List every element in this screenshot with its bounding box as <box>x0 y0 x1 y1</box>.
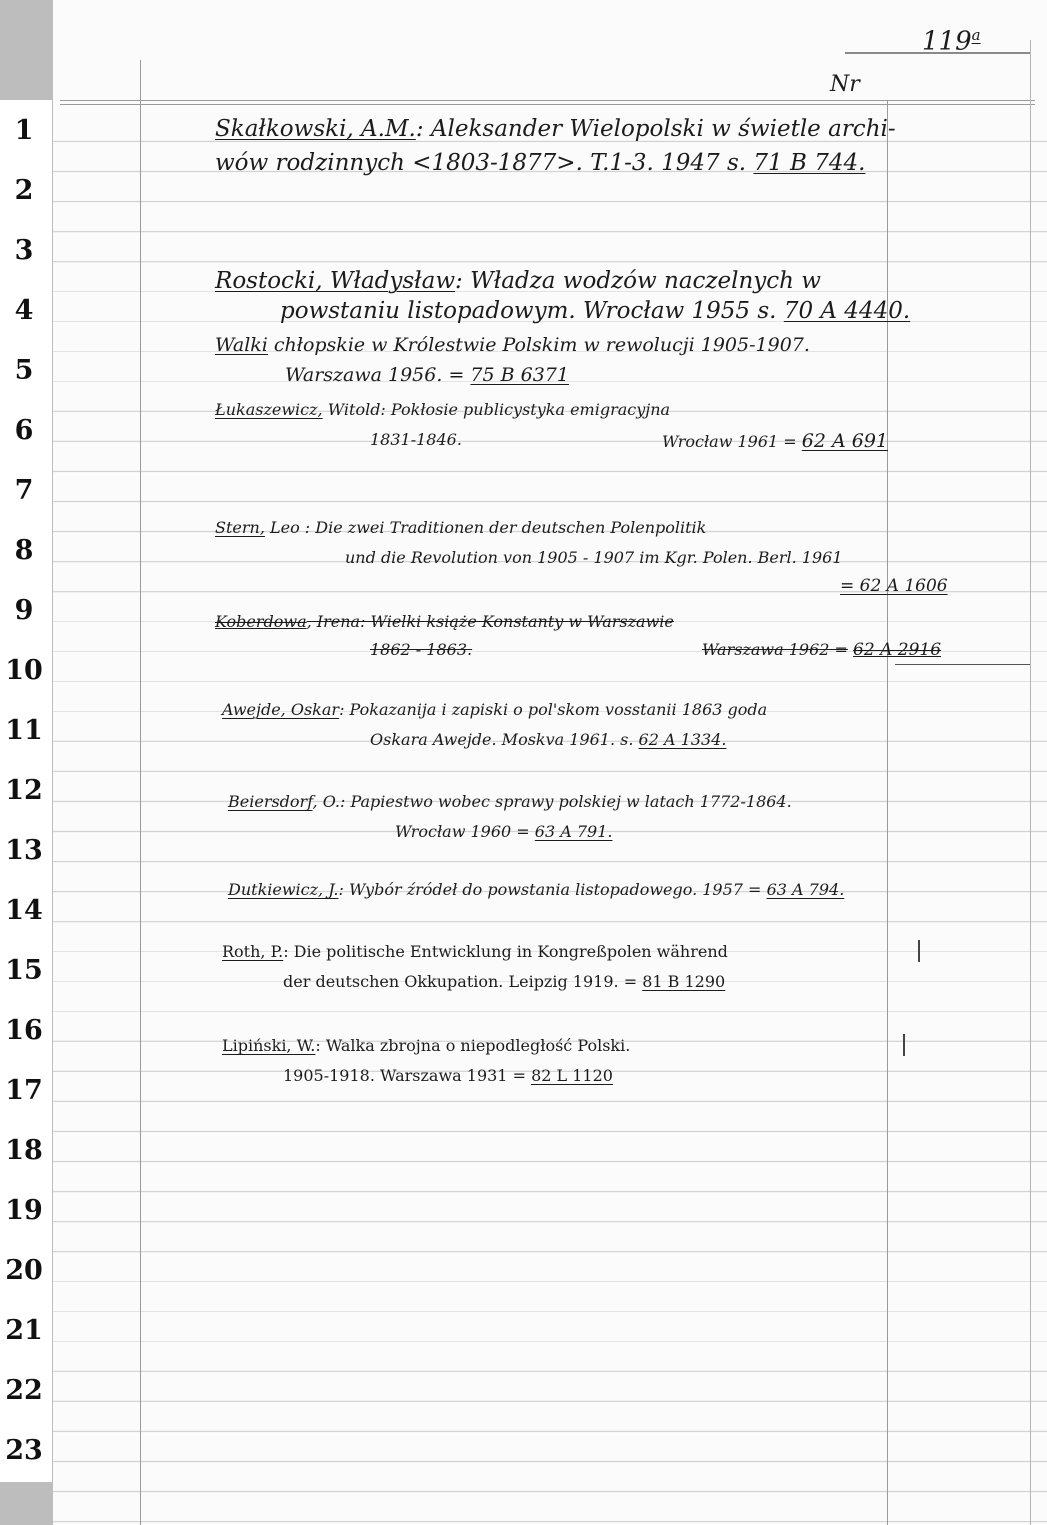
entry-title: : Władza wodzów naczelnych w <box>455 268 821 294</box>
entry-author: Łukaszewicz, <box>215 400 323 419</box>
entry-shelfmark: 71 B 744. <box>753 150 866 176</box>
entry-title: : Walka zbrojna o niepodległość Polski. <box>315 1036 631 1055</box>
line-number: 13 <box>5 835 43 866</box>
entry-line <box>280 298 910 324</box>
line-number: 20 <box>5 1255 43 1286</box>
entry-line <box>215 116 896 142</box>
entry-title: : Aleksander Wielopolski w świetle archi- <box>415 116 896 142</box>
entry-line <box>222 942 728 961</box>
header-rule <box>60 104 1035 105</box>
line-number: 21 <box>5 1315 43 1346</box>
margin-rule <box>140 60 141 1525</box>
line-number: 8 <box>14 535 34 566</box>
entry-imprint: Warszawa 1956. = <box>285 364 465 386</box>
strip-top-band <box>0 0 52 100</box>
entry-imprint: Wrocław 1960 = <box>395 822 530 841</box>
line-number-strip <box>0 0 53 1525</box>
line-number: 7 <box>14 475 34 506</box>
line-number: 9 <box>14 595 34 626</box>
line-number: 17 <box>5 1075 43 1106</box>
line-number: 16 <box>5 1015 43 1046</box>
entry-author: Awejde, Oskar <box>222 700 340 719</box>
entry-shelfmark: 62 A 2916 <box>853 640 942 660</box>
page-number-value: 119 <box>922 26 972 57</box>
strike-rule <box>895 664 1030 665</box>
entry-imprint: wów rodzinnych <1803-1877>. T.1-3. 1947 s. <box>215 150 747 176</box>
line-number: 5 <box>14 355 34 386</box>
line-number: 11 <box>5 715 43 746</box>
entry-imprint: powstaniu listopadowym. Wrocław 1955 s. <box>280 298 777 324</box>
entry-title: Witold: Pokłosie publicystyka emigracyjna <box>322 400 671 419</box>
entry-line-struck <box>215 612 674 631</box>
ledger-page-header <box>53 0 1047 112</box>
entry-shelfmark: 81 B 1290 <box>642 972 726 991</box>
line-number: 14 <box>5 895 43 926</box>
line-number: 3 <box>14 235 34 266</box>
line-number: 6 <box>14 415 34 446</box>
line-number: 18 <box>5 1135 43 1166</box>
entry-imprint: 1905-1918. Warszawa 1931 = <box>283 1066 526 1085</box>
entry-line <box>215 400 670 419</box>
line-number: 22 <box>5 1375 43 1406</box>
entry-imprint: der deutschen Okkupation. Leipzig 1919. = <box>283 972 638 991</box>
entry-shelfmark: 63 A 794. <box>766 880 845 899</box>
line-number: 4 <box>14 295 34 326</box>
entry-imprint: Warszawa 1962 = <box>702 640 848 659</box>
entry-shelfmark-value: = 62 A 1606 <box>840 576 948 596</box>
entry-line <box>283 972 725 991</box>
entry-author: Lipiński, W. <box>222 1036 316 1055</box>
entry-author: Walki <box>215 334 268 356</box>
entry-line-struck <box>702 640 941 660</box>
entry-line <box>215 150 865 176</box>
entry-imprint: 1831-1846. <box>370 430 462 449</box>
entry-line <box>370 730 726 749</box>
entry-shelfmark <box>840 576 948 596</box>
header-rule <box>60 100 1035 101</box>
line-number: 2 <box>14 175 34 206</box>
entry-imprint: und die Revolution von 1905 - 1907 im Kgr. Polen. Berl. 1961 <box>345 548 843 567</box>
entry-author: Dutkiewicz, J. <box>228 880 339 899</box>
entry-shelfmark: 70 A 4440. <box>783 298 911 324</box>
entry-line <box>215 268 821 294</box>
entry-line <box>215 518 706 537</box>
entry-line <box>395 822 613 841</box>
line-number: 23 <box>5 1435 43 1466</box>
right-edge-rule <box>1030 40 1031 1525</box>
entry-author: Skałkowski, A.M. <box>215 116 416 142</box>
entry-line <box>215 334 810 356</box>
line-number: 10 <box>5 655 43 686</box>
entry-imprint: Wrocław 1961 = <box>662 432 797 451</box>
entry-shelfmark: 75 B 6371 <box>470 364 569 386</box>
entry-title: : Pokazanija i zapiski o pol'skom vosstanii 1863 goda <box>339 700 768 719</box>
entry-line <box>222 1036 630 1055</box>
entry-shelfmark: 62 A 691 <box>801 430 889 452</box>
entry-title: : Die politische Entwicklung in Kongreßpolen während <box>283 942 728 961</box>
ledger-page <box>53 0 1047 1525</box>
entry-shelfmark: 82 L 1120 <box>531 1066 613 1085</box>
entry-line <box>228 792 792 811</box>
entry-title: , O.: Papiestwo wobec sprawy polskiej w latach 1772-1864. <box>312 792 792 811</box>
line-number: 12 <box>5 775 43 806</box>
entry-author: Stern, <box>215 518 265 537</box>
entry-imprint: Oskara Awejde. Moskva 1961. s. <box>370 730 634 749</box>
entry-line <box>222 700 767 719</box>
entry-line <box>662 430 888 452</box>
entry-author: Beiersdorf <box>228 792 313 811</box>
entry-author: Roth, P. <box>222 942 284 961</box>
page-number-suffix: a <box>971 26 981 44</box>
entry-title: chłopskie w Królestwie Polskim w rewolucji 1905-1907. <box>267 334 810 356</box>
strip-bottom-band <box>0 1482 52 1525</box>
entry-line <box>285 364 569 386</box>
line-number: 19 <box>5 1195 43 1226</box>
entry-title: , Irena: Wielki książe Konstanty w Warszawie <box>306 612 674 631</box>
page-number <box>922 26 981 57</box>
entry-shelfmark: 62 A 1334. <box>638 730 727 749</box>
number-mark: Nr <box>830 72 860 97</box>
entry-title: Leo : Die zwei Traditionen der deutschen Polenpolitik <box>264 518 707 537</box>
entry-title: : Wybór źródeł do powstania listopadowego. 1957 = <box>338 880 762 899</box>
entry-shelfmark: 63 A 791. <box>534 822 613 841</box>
line-number: 1 <box>14 115 34 146</box>
entry-author: Rostocki, Władysław <box>215 268 456 294</box>
entry-line <box>228 880 844 899</box>
entry-imprint: 1862 - 1863. <box>370 640 473 659</box>
line-number: 15 <box>5 955 43 986</box>
check-tick <box>918 940 920 962</box>
entry-line <box>283 1066 613 1085</box>
check-tick <box>903 1034 905 1056</box>
entry-author: Koberdowa <box>215 612 307 631</box>
